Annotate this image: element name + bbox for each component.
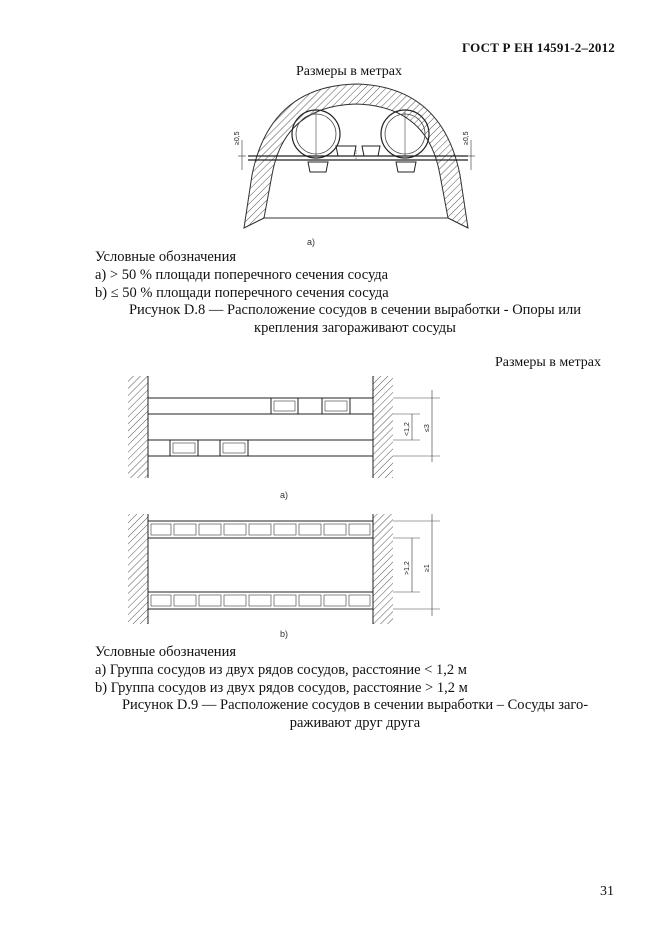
d8-legend-a: a) > 50 % площади поперечного сечения сосуда: [95, 267, 389, 283]
d9-legend-b: b) Группа сосудов из двух рядов сосудов, расстояние > 1,2 м: [95, 680, 468, 696]
d8-sublabel: a): [307, 237, 316, 247]
d9b-dim-inner: >1,2: [404, 561, 411, 575]
d8-caption-line1: Рисунок D.8 — Расположение сосудов в сечении выработки - Опоры или: [128, 302, 582, 318]
d9b-dimensions: [393, 514, 440, 616]
d8-dim-right: ≥0,5: [463, 131, 470, 145]
d9-caption-line2: раживают друг друга: [289, 715, 421, 731]
d8-caption-line2: крепления загораживают сосуды: [254, 320, 456, 336]
d9a-row-bottom: [148, 440, 373, 456]
d9a-dim-inner: <1,2: [404, 422, 411, 436]
d9a-dim-outer: ≤3: [424, 424, 431, 432]
d9b-dim-outer: ≥1: [424, 564, 431, 572]
d8-legend-b: b) ≤ 50 % площади поперечного сечения сосуда: [95, 285, 389, 301]
d9b-walls: [128, 514, 393, 624]
d9-legend-a: a) Группа сосудов из двух рядов сосудов, расстояние < 1,2 м: [95, 662, 467, 678]
d9b-sublabel: b): [280, 629, 289, 639]
d9b-row-top: [148, 521, 373, 538]
d9a-sublabel: a): [280, 490, 289, 500]
d9a-dimensions: [393, 390, 440, 462]
d8-legend-title: Условные обозначения: [95, 249, 236, 265]
d9-units-note: Размеры в метрах: [495, 355, 601, 370]
d9b-row-bottom: [148, 592, 373, 609]
d8-units-note: Размеры в метрах: [296, 64, 402, 79]
d9-caption-line1: Рисунок D.9 — Расположение сосудов в сечении выработки – Сосуды заго-: [121, 697, 589, 713]
d9a-walls: [128, 376, 393, 478]
standard-header: ГОСТ Р ЕН 14591-2–2012: [462, 40, 615, 55]
page-number: 31: [600, 884, 614, 899]
d9-legend-title: Условные обозначения: [95, 644, 236, 660]
d9a-row-top: [148, 398, 373, 414]
d8-dim-left: ≥0,5: [234, 131, 241, 145]
